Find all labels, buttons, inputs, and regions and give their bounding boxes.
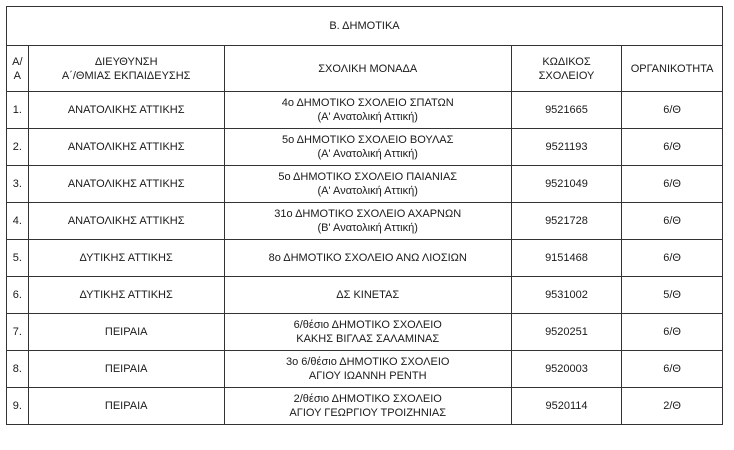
cell-school [224,166,511,203]
cell-code: 9520251 [511,314,621,351]
cell-code: 9520003 [511,351,621,388]
header-direction-line2: Α΄/ΘΜΙΑΣ ΕΚΠΑΙΔΕΥΣΗΣ [61,69,191,82]
school-name-line2: (Β' Ανατολική Αττική) [317,222,418,234]
table-row [7,166,723,203]
cell-code: 9520114 [511,388,621,425]
table-row [7,277,723,314]
table-row [7,388,723,425]
header-school: ΣΧΟΛΙΚΗ ΜΟΝΑΔΑ [224,46,511,92]
cell-aa: 5. [7,240,29,277]
table-row [7,314,723,351]
header-aa: Α/Α [7,46,29,92]
school-name-line1: ΔΣ ΚΙΝΕΤΑΣ [336,289,400,301]
cell-direction: ΑΝΑΤΟΛΙΚΗΣ ΑΤΤΙΚΗΣ [28,92,224,129]
table-row [7,203,723,240]
table-row [7,92,723,129]
cell-aa: 4. [7,203,29,240]
header-direction [28,46,224,92]
school-name-line2: ΑΓΙΟΥ ΙΩΑΝΝΗ ΡΕΝΤΗ [308,370,427,382]
cell-org: 6/Θ [622,351,723,388]
cell-org: 2/Θ [622,388,723,425]
cell-aa: 2. [7,129,29,166]
header-org: ΟΡΓΑΝΙΚΟΤΗΤΑ [622,46,723,92]
cell-org: 5/Θ [622,277,723,314]
cell-org: 6/Θ [622,314,723,351]
cell-code: 9521049 [511,166,621,203]
cell-school [224,388,511,425]
cell-direction: ΑΝΑΤΟΛΙΚΗΣ ΑΤΤΙΚΗΣ [28,203,224,240]
cell-school [224,351,511,388]
school-name-line2: (Α' Ανατολική Αττική) [317,111,418,123]
school-name-line2: ΚΑΚΗΣ ΒΙΓΛΑΣ ΣΑΛΑΜΙΝΑΣ [296,333,440,345]
cell-code: 9521728 [511,203,621,240]
table-title: Β. ΔΗΜΟΤΙΚΑ [7,7,723,46]
cell-code: 9521665 [511,92,621,129]
school-name-line1: 6/θέσιο ΔΗΜΟΤΙΚΟ ΣΧΟΛΕΙΟ [293,319,442,331]
school-name-line1: 31ο ΔΗΜΟΤΙΚΟ ΣΧΟΛΕΙΟ ΑΧΑΡΝΩΝ [274,208,462,220]
cell-direction: ΠΕΙΡΑΙΑ [28,388,224,425]
cell-school [224,277,511,314]
cell-code: 9521193 [511,129,621,166]
cell-direction: ΑΝΑΤΟΛΙΚΗΣ ΑΤΤΙΚΗΣ [28,166,224,203]
table-row [7,129,723,166]
cell-org: 6/Θ [622,166,723,203]
school-name-line1: 5ο ΔΗΜΟΤΙΚΟ ΣΧΟΛΕΙΟ ΠΑΙΑΝΙΑΣ [278,171,458,183]
table-row [7,240,723,277]
cell-org: 6/Θ [622,92,723,129]
table-header-row [7,46,723,92]
school-name-line1: 5ο ΔΗΜΟΤΙΚΟ ΣΧΟΛΕΙΟ ΒΟΥΛΑΣ [281,134,454,146]
table-row [7,351,723,388]
school-name-line1: 8ο ΔΗΜΟΤΙΚΟ ΣΧΟΛΕΙΟ ΑΝΩ ΛΙΟΣΙΩΝ [268,252,467,264]
header-code-line1: ΚΩΔΙΚΟΣ [542,55,591,68]
cell-org: 6/Θ [622,240,723,277]
cell-direction: ΠΕΙΡΑΙΑ [28,351,224,388]
cell-code: 9531002 [511,277,621,314]
cell-aa: 8. [7,351,29,388]
school-name-line2: (Α' Ανατολική Αττική) [317,148,418,160]
cell-aa: 7. [7,314,29,351]
cell-aa: 1. [7,92,29,129]
school-name-line1: 3ο 6/θέσιο ΔΗΜΟΤΙΚΟ ΣΧΟΛΕΙΟ [285,356,450,368]
school-name-line1: 4ο ΔΗΜΟΤΙΚΟ ΣΧΟΛΕΙΟ ΣΠΑΤΩΝ [281,97,454,109]
cell-school [224,203,511,240]
cell-school [224,240,511,277]
cell-school [224,314,511,351]
cell-aa: 9. [7,388,29,425]
table-title-row [7,7,723,46]
cell-direction: ΔΥΤΙΚΗΣ ΑΤΤΙΚΗΣ [28,277,224,314]
cell-direction: ΔΥΤΙΚΗΣ ΑΤΤΙΚΗΣ [28,240,224,277]
school-name-line2: (Α' Ανατολική Αττική) [317,185,418,197]
school-name-line1: 2/θέσιο ΔΗΜΟΤΙΚΟ ΣΧΟΛΕΙΟ [293,393,442,405]
cell-org: 6/Θ [622,203,723,240]
school-name-line2: ΑΓΙΟΥ ΓΕΩΡΓΙΟΥ ΤΡΟΙΖΗΝΙΑΣ [289,407,447,419]
header-code-line2: ΣΧΟΛΕΙΟΥ [538,69,595,82]
cell-org: 6/Θ [622,129,723,166]
header-code [511,46,621,92]
cell-direction: ΑΝΑΤΟΛΙΚΗΣ ΑΤΤΙΚΗΣ [28,129,224,166]
cell-direction: ΠΕΙΡΑΙΑ [28,314,224,351]
header-direction-line1: ΔΙΕΥΘΥΝΣΗ [94,55,158,68]
cell-aa: 3. [7,166,29,203]
cell-code: 9151468 [511,240,621,277]
cell-aa: 6. [7,277,29,314]
schools-table [6,6,723,425]
cell-school [224,92,511,129]
cell-school [224,129,511,166]
